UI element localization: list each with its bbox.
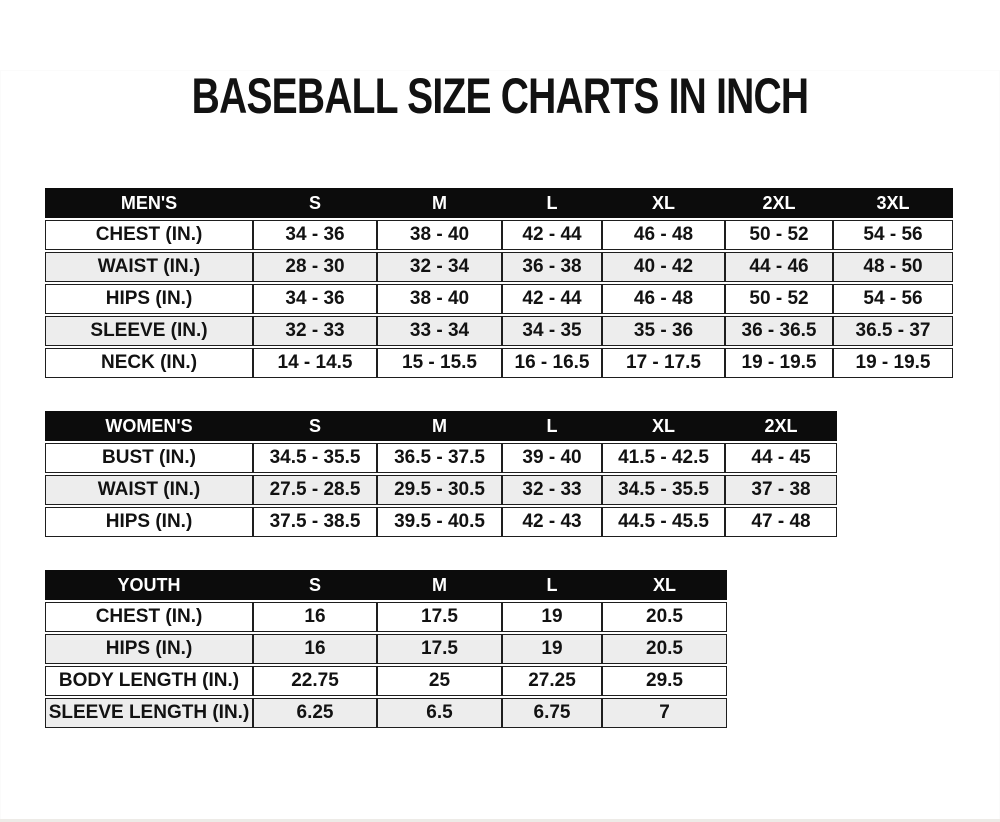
mens-col-header-2xl: 2XL (725, 188, 833, 218)
size-value-cell: 36 - 36.5 (725, 316, 833, 346)
womens-hips-row (45, 507, 837, 537)
youth-size-table (45, 568, 727, 730)
size-value-cell: 39.5 - 40.5 (377, 507, 502, 537)
size-value-cell: 50 - 52 (725, 284, 833, 314)
size-value-cell: 36.5 - 37 (833, 316, 953, 346)
youth-table-title: YOUTH (45, 570, 253, 600)
mens-table-title: MEN'S (45, 188, 253, 218)
mens-hips-row (45, 284, 953, 314)
mens-sleeve-row (45, 316, 953, 346)
size-value-cell: 42 - 44 (502, 284, 602, 314)
size-value-cell: 22.75 (253, 666, 377, 696)
womens-bust-row (45, 443, 837, 473)
size-value-cell: 46 - 48 (602, 284, 725, 314)
size-value-cell: 37 - 38 (725, 475, 837, 505)
size-value-cell: 44 - 45 (725, 443, 837, 473)
size-value-cell: 29.5 (602, 666, 727, 696)
size-value-cell: 7 (602, 698, 727, 728)
size-chart-page (0, 70, 1000, 822)
size-value-cell: 47 - 48 (725, 507, 837, 537)
womens-col-header-s: S (253, 411, 377, 441)
mens-waist-row (45, 252, 953, 282)
mens-row-label-neck: NECK (IN.) (45, 348, 253, 378)
youth-chest-row (45, 602, 727, 632)
size-value-cell: 46 - 48 (602, 220, 725, 250)
mens-col-header-3xl: 3XL (833, 188, 953, 218)
mens-col-header-xl: XL (602, 188, 725, 218)
size-value-cell: 34.5 - 35.5 (253, 443, 377, 473)
mens-row-label-sleeve: SLEEVE (IN.) (45, 316, 253, 346)
womens-col-header-m: M (377, 411, 502, 441)
size-value-cell: 38 - 40 (377, 284, 502, 314)
size-value-cell: 27.5 - 28.5 (253, 475, 377, 505)
size-value-cell: 6.25 (253, 698, 377, 728)
size-value-cell: 37.5 - 38.5 (253, 507, 377, 537)
youth-col-header-s: S (253, 570, 377, 600)
size-value-cell: 48 - 50 (833, 252, 953, 282)
size-value-cell: 19 - 19.5 (833, 348, 953, 378)
womens-row-label-bust: BUST (IN.) (45, 443, 253, 473)
youth-header-row (45, 570, 727, 600)
size-value-cell: 16 - 16.5 (502, 348, 602, 378)
size-value-cell: 38 - 40 (377, 220, 502, 250)
size-value-cell: 19 (502, 634, 602, 664)
size-value-cell: 15 - 15.5 (377, 348, 502, 378)
page-title: BASEBALL SIZE CHARTS IN INCH (191, 68, 809, 124)
womens-col-header-l: L (502, 411, 602, 441)
size-value-cell: 6.5 (377, 698, 502, 728)
size-value-cell: 14 - 14.5 (253, 348, 377, 378)
size-value-cell: 28 - 30 (253, 252, 377, 282)
size-value-cell: 42 - 44 (502, 220, 602, 250)
size-value-cell: 20.5 (602, 602, 727, 632)
size-value-cell: 32 - 34 (377, 252, 502, 282)
size-value-cell: 35 - 36 (602, 316, 725, 346)
size-value-cell: 19 (502, 602, 602, 632)
size-value-cell: 33 - 34 (377, 316, 502, 346)
size-value-cell: 19 - 19.5 (725, 348, 833, 378)
size-value-cell: 41.5 - 42.5 (602, 443, 725, 473)
womens-row-label-waist: WAIST (IN.) (45, 475, 253, 505)
size-value-cell: 34 - 36 (253, 220, 377, 250)
youth-col-header-l: L (502, 570, 602, 600)
size-value-cell: 6.75 (502, 698, 602, 728)
mens-row-label-chest: CHEST (IN.) (45, 220, 253, 250)
mens-header-row (45, 188, 953, 218)
size-value-cell: 36 - 38 (502, 252, 602, 282)
size-value-cell: 54 - 56 (833, 284, 953, 314)
size-value-cell: 34 - 35 (502, 316, 602, 346)
womens-col-header-xl: XL (602, 411, 725, 441)
size-value-cell: 44 - 46 (725, 252, 833, 282)
womens-waist-row (45, 475, 837, 505)
youth-row-label-body-length: BODY LENGTH (IN.) (45, 666, 253, 696)
size-value-cell: 16 (253, 634, 377, 664)
mens-col-header-s: S (253, 188, 377, 218)
womens-table-title: WOMEN'S (45, 411, 253, 441)
size-value-cell: 25 (377, 666, 502, 696)
youth-col-header-m: M (377, 570, 502, 600)
mens-col-header-l: L (502, 188, 602, 218)
womens-size-table (45, 409, 837, 539)
womens-col-header-2xl: 2XL (725, 411, 837, 441)
womens-header-row (45, 411, 837, 441)
size-value-cell: 32 - 33 (502, 475, 602, 505)
size-value-cell: 17.5 (377, 602, 502, 632)
youth-row-label-chest: CHEST (IN.) (45, 602, 253, 632)
womens-row-label-hips: HIPS (IN.) (45, 507, 253, 537)
mens-col-header-m: M (377, 188, 502, 218)
size-value-cell: 50 - 52 (725, 220, 833, 250)
size-value-cell: 16 (253, 602, 377, 632)
size-value-cell: 34 - 36 (253, 284, 377, 314)
youth-sleeve-length-row (45, 698, 727, 728)
mens-chest-row (45, 220, 953, 250)
size-value-cell: 20.5 (602, 634, 727, 664)
size-value-cell: 29.5 - 30.5 (377, 475, 502, 505)
size-value-cell: 44.5 - 45.5 (602, 507, 725, 537)
mens-row-label-waist: WAIST (IN.) (45, 252, 253, 282)
youth-hips-row (45, 634, 727, 664)
youth-row-label-hips: HIPS (IN.) (45, 634, 253, 664)
youth-row-label-sleeve-length: SLEEVE LENGTH (IN.) (45, 698, 253, 728)
size-value-cell: 34.5 - 35.5 (602, 475, 725, 505)
size-value-cell: 27.25 (502, 666, 602, 696)
size-value-cell: 54 - 56 (833, 220, 953, 250)
size-value-cell: 39 - 40 (502, 443, 602, 473)
mens-row-label-hips: HIPS (IN.) (45, 284, 253, 314)
mens-neck-row (45, 348, 953, 378)
youth-body-length-row (45, 666, 727, 696)
youth-col-header-xl: XL (602, 570, 727, 600)
size-value-cell: 36.5 - 37.5 (377, 443, 502, 473)
mens-size-table (45, 186, 953, 380)
size-value-cell: 42 - 43 (502, 507, 602, 537)
size-value-cell: 17 - 17.5 (602, 348, 725, 378)
size-value-cell: 17.5 (377, 634, 502, 664)
size-value-cell: 40 - 42 (602, 252, 725, 282)
size-value-cell: 32 - 33 (253, 316, 377, 346)
